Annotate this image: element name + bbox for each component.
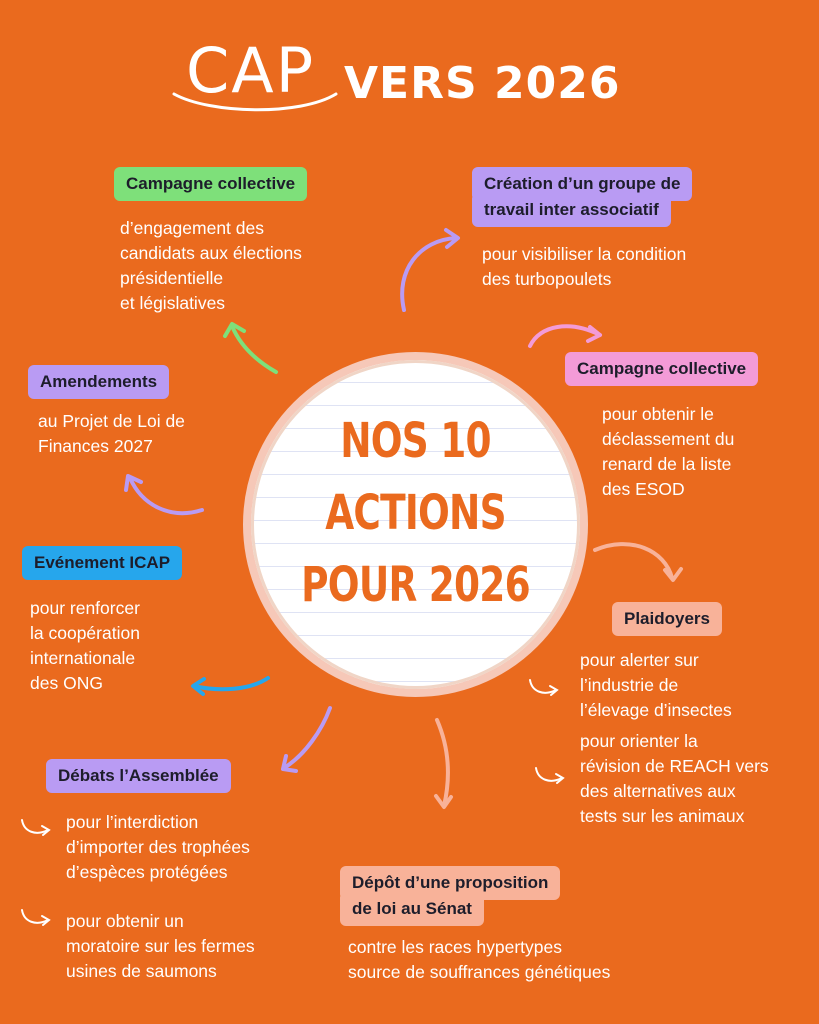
tag-amendements: Amendements (28, 365, 169, 399)
arrow-purple-bottom (284, 708, 330, 768)
desc-groupe-travail: pour visibiliser la condition des turbopoulets (482, 244, 687, 289)
desc-campagne-elections: d’engagement des candidats aux élections présidentielle et législatives (120, 218, 302, 313)
tag-depot-proposition-line2: de loi au Sénat (340, 892, 484, 926)
tag-debats-assemblee: Débats l’Assemblée (46, 759, 231, 793)
arrow-pink (530, 326, 600, 346)
arrow-purple-top (402, 238, 456, 310)
desc-amendements: au Projet de Loi de Finances 2027 (38, 411, 185, 456)
desc-debats-trophees: pour l’interdiction d’importer des trophées d’espèces protégées (66, 812, 250, 882)
arrow-peach-down (437, 720, 448, 806)
tag-groupe-travail-line2: travail inter associatif (472, 193, 671, 227)
desc-plaidoyers-insectes: pour alerter sur l’industrie de l’élevage d’insectes (580, 650, 732, 720)
arrow-peach-right (595, 544, 672, 578)
desc-campagne-renard: pour obtenir le déclassement du renard de la liste des ESOD (602, 404, 735, 499)
center-title: NOS 10 ACTIONS POUR 2026 (301, 413, 530, 613)
tag-campagne-collective-elections: Campagne collective (114, 167, 307, 201)
logo-cap: CAP (186, 34, 316, 107)
tag-groupe-travail-line1: Création d’un groupe de (472, 167, 692, 201)
tag-depot-proposition-line1: Dépôt d’une proposition (340, 866, 560, 900)
desc-depot-proposition: contre les races hypertypes source de souffrances génétiques (348, 937, 611, 982)
desc-evenement-icap: pour renforcer la coopération internationale des ONG (30, 598, 140, 693)
arrow-green (232, 326, 276, 372)
tag-evenement-icap: Evénement ICAP (22, 546, 182, 580)
tag-plaidoyers: Plaidoyers (612, 602, 722, 636)
header-subtitle: VERS 2026 (344, 58, 621, 109)
tag-campagne-collective-renard: Campagne collective (565, 352, 758, 386)
desc-debats-saumons: pour obtenir un moratoire sur les fermes usines de saumons (66, 911, 255, 981)
desc-plaidoyers-reach: pour orienter la révision de REACH vers des alternatives aux tests sur les animaux (580, 731, 769, 826)
